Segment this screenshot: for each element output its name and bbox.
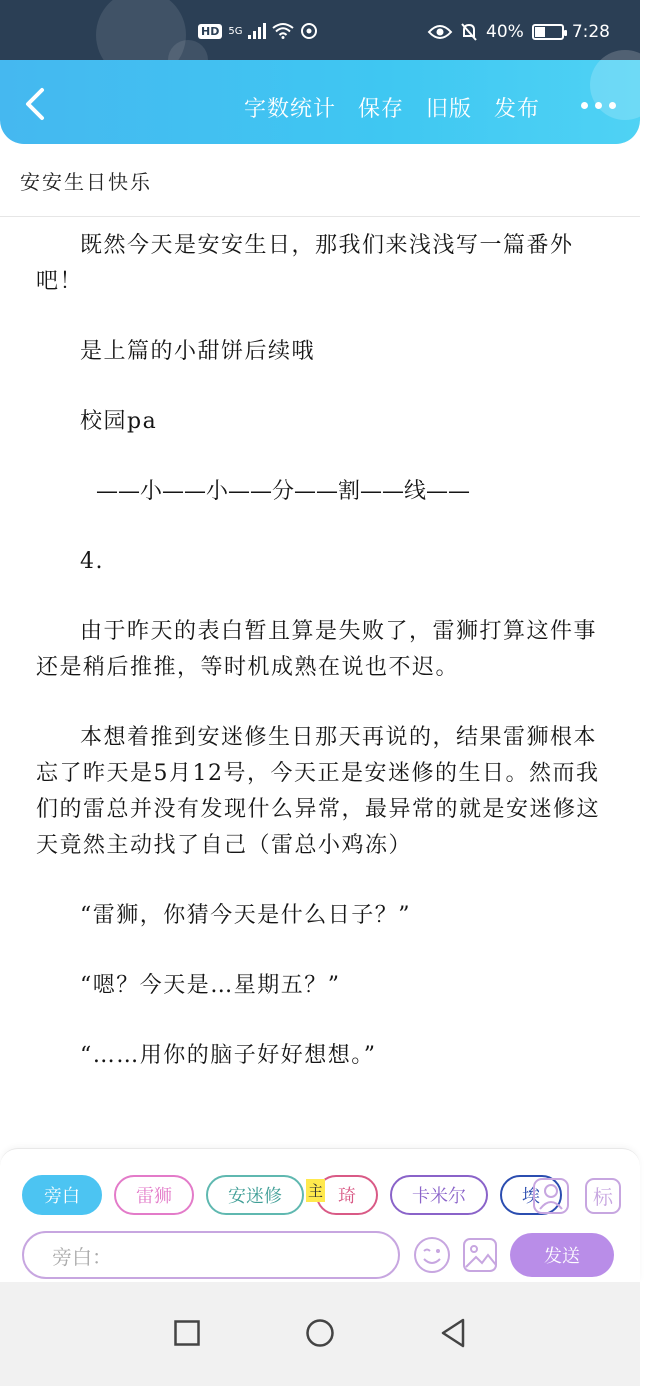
wifi-icon xyxy=(272,23,294,39)
hd-badge: HD xyxy=(198,24,222,39)
battery-icon xyxy=(532,24,564,40)
decor-bubble xyxy=(590,50,660,120)
paragraph: 既然今天是安安生日，那我们来浅浅写一篇番外吧！ xyxy=(36,233,574,294)
status-left xyxy=(198,22,318,40)
role-chip-qi[interactable] xyxy=(308,1175,378,1215)
role-chip-label: 安迷修 xyxy=(228,1186,282,1207)
battery-percent: 40% xyxy=(486,22,524,42)
divider-line-text: ——小——小——分——割——线—— xyxy=(96,479,471,504)
role-chip-narrator[interactable] xyxy=(22,1175,102,1215)
paragraph: 本想着推到安迷修生日那天再说的，结果雷狮根本忘了昨天是5月12号，今天正是安迷修的生日。然而我们的雷总并没有发现什么异常，最异常的就是安迷修这天竟然主动找了自己（雷总小鸡冻） xyxy=(36,725,601,858)
paragraph: 4. xyxy=(80,549,104,574)
old-version-button[interactable]: 旧版 xyxy=(425,97,472,122)
paragraph: “雷狮，你猜今天是什么日子？” xyxy=(80,903,411,928)
paragraph: “嗯？今天是…星期五？” xyxy=(80,973,341,998)
role-chip-label: 旁白 xyxy=(44,1186,80,1207)
signal-icon xyxy=(248,23,266,39)
paragraph: 校园pa xyxy=(80,409,158,434)
chapter-title[interactable]: 安安生日快乐 xyxy=(20,170,152,194)
tag-icon[interactable] xyxy=(584,1177,622,1215)
save-button[interactable]: 保存 xyxy=(357,97,404,122)
paragraph: 由于昨天的表白暂且算是失败了，雷狮打算这件事还是稍后推推，等时机成熟在说也不迟。 xyxy=(36,619,598,680)
more-icon[interactable] xyxy=(581,102,616,109)
role-chip-label: 埃 xyxy=(522,1186,540,1207)
home-icon[interactable] xyxy=(305,1318,335,1348)
hotspot-icon xyxy=(300,22,318,40)
word-count-button[interactable]: 字数统计 xyxy=(243,97,336,122)
paragraph: “……用你的脑子好好想想。” xyxy=(80,1043,377,1068)
svg-text:标: 标 xyxy=(593,1185,613,1209)
status-bar xyxy=(0,0,640,60)
role-chip-kamier[interactable] xyxy=(390,1175,488,1215)
role-chip-label: 琦 xyxy=(338,1186,356,1207)
main-role-tag: 主 xyxy=(306,1179,325,1202)
battery-fill xyxy=(535,27,545,37)
recent-apps-icon[interactable] xyxy=(174,1320,200,1346)
role-manage-icon[interactable] xyxy=(532,1177,570,1215)
title-divider xyxy=(0,216,640,217)
app-header xyxy=(0,60,640,144)
back-nav-icon[interactable] xyxy=(440,1318,466,1348)
system-nav-bar xyxy=(0,1282,640,1386)
back-button[interactable] xyxy=(18,84,54,124)
clock: 7:28 xyxy=(571,22,610,42)
image-icon[interactable] xyxy=(462,1237,498,1273)
header-actions xyxy=(244,92,540,123)
role-panel xyxy=(0,1148,640,1282)
role-chip-label: 雷狮 xyxy=(136,1186,172,1207)
paragraph: 是上篇的小甜饼后续哦 xyxy=(80,339,316,364)
network-type: 5G xyxy=(228,25,243,37)
status-right xyxy=(428,22,610,42)
role-chip-leishi[interactable] xyxy=(114,1175,194,1215)
back-arrow-icon xyxy=(18,84,54,124)
send-button[interactable]: 发送 xyxy=(510,1233,614,1277)
publish-button[interactable]: 发布 xyxy=(493,97,540,122)
editor-content[interactable] xyxy=(36,228,608,1108)
mute-bell-icon xyxy=(460,22,478,42)
emoji-icon[interactable] xyxy=(412,1235,452,1275)
dialogue-input[interactable] xyxy=(22,1231,400,1279)
dialogue-input-placeholder: 旁白： xyxy=(52,1244,112,1269)
role-chip-anmixiu[interactable] xyxy=(206,1175,304,1215)
role-chip-label: 卡米尔 xyxy=(412,1186,466,1207)
role-chip-list xyxy=(22,1175,540,1219)
eye-icon xyxy=(428,24,452,40)
